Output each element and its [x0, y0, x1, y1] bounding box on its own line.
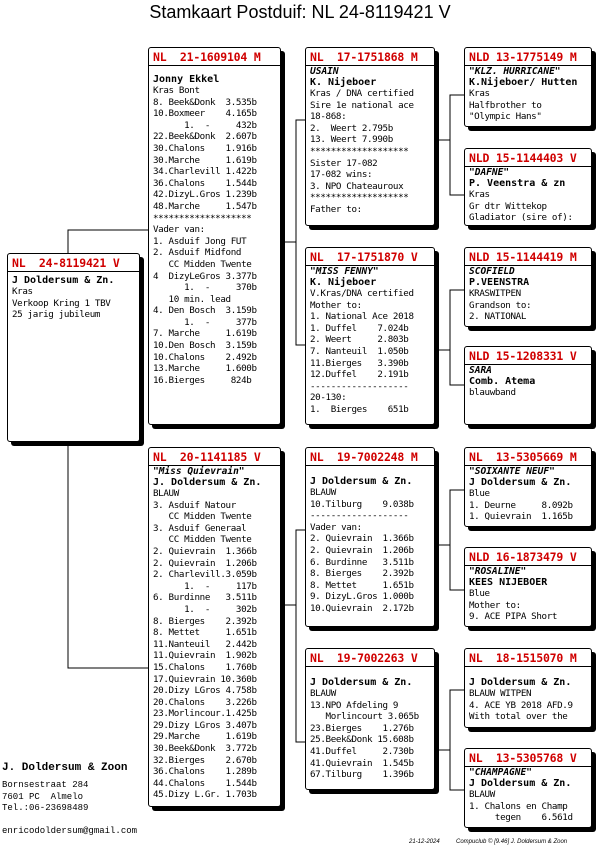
connector-fm-parents — [436, 290, 464, 385]
info-line: Blue — [469, 488, 490, 499]
pigeon-name: "KLZ. HURRICANE" — [469, 66, 561, 77]
ring-number: NL 13-5305669 M — [465, 448, 591, 466]
pigeon-card-mf — [305, 447, 435, 627]
info-line: 22.Beek&Donk 2.607b — [153, 131, 257, 143]
ring-number: NL 21-1609104 M — [149, 48, 280, 66]
ring-number: NL 19-7002263 V — [306, 649, 434, 667]
info-line: 2. Quievrain 1.366b — [310, 533, 414, 545]
info-line: 1. Chalons en Champ — [469, 800, 568, 812]
info-line: 8. Mettet 1.651b — [310, 579, 414, 591]
footer-software: Compuclub © [9.46] J. Doldersum & Zoon — [456, 839, 568, 845]
info-line: 1. Quievrain 1.165b — [469, 511, 573, 523]
info-line: Halfbrother to — [469, 99, 542, 111]
info-line: 10.Quievrain 2.172b — [310, 602, 414, 614]
owner: J Doldersum & Zn. — [469, 477, 572, 488]
info-line: 16.Bierges 824b — [153, 374, 252, 386]
info-line: 13.NPO Afdeling 9 — [310, 699, 399, 711]
pigeon-card-mfm — [464, 547, 592, 627]
pigeon-name: "MISS FENNY" — [310, 266, 379, 277]
info-line: 8. Bierges 2.392b — [310, 568, 414, 580]
owner: J. Doldersum & Zn. — [153, 477, 262, 488]
ring-number: NLD 15-1144419 M — [465, 248, 591, 266]
owner: J Doldersum & Zn. — [469, 677, 572, 688]
owner: Jonny Ekkel — [153, 74, 220, 85]
info-line: 41.Duffel 2.730b — [310, 745, 414, 757]
info-line: 1. - 377b — [153, 316, 257, 328]
info-line: 2. Asduif Midfond — [153, 247, 242, 259]
info-line: blauwband — [469, 387, 516, 398]
ring-number: NLD 16-1873479 V — [465, 548, 591, 566]
info-line: 2. Weert 2.803b — [310, 334, 409, 346]
connector-root-mother — [68, 440, 148, 668]
info-line: 1. Bierges 651b — [310, 403, 409, 415]
info-line: 10.Tilburg 9.038b — [310, 498, 414, 510]
info-line: 67.Tilburg 1.396b — [310, 769, 414, 781]
info-line: Kras / DNA certified — [310, 88, 414, 99]
info-line: 3. NPO Chateauroux — [310, 180, 404, 192]
ring-number: NLD 15-1144403 V — [465, 149, 591, 167]
info-line: With total over the — [469, 711, 568, 723]
info-line: 2. Quievrain 1.206b — [153, 557, 257, 569]
info-line: 4 DizyLeGros 3.377b — [153, 270, 257, 282]
info-line: 23.Bierges 1.276b — [310, 722, 414, 734]
info-line: ------------------- — [310, 510, 409, 522]
info-line: 2. Charlevill.3.059b — [153, 569, 257, 581]
info-line: 15.Chalons 1.760b — [153, 661, 257, 673]
pigeon-name: "CHAMPAGNE" — [469, 767, 532, 778]
owner: KEES NIJEBOER — [469, 577, 548, 588]
ring-number: NL 18-1515070 M — [465, 649, 591, 667]
info-line: Vader van: — [153, 224, 205, 236]
info-line: Kras — [12, 286, 33, 297]
info-line: 1. National Ace 2018 — [310, 311, 414, 323]
info-line: Grandson to: — [469, 299, 532, 311]
pigeon-name: SARA — [469, 365, 492, 376]
pigeon-card-root — [7, 253, 140, 442]
info-line: 25.Beek&Donk 15.608b — [310, 734, 414, 746]
info-line: 1. Deurne 8.092b — [469, 499, 573, 511]
ring-number: NL 13-5305768 V — [465, 749, 591, 767]
info-line: 1. - 302b — [153, 603, 257, 615]
info-line: 2. NATIONAL — [469, 311, 526, 323]
pigeon-card-mff — [464, 447, 592, 527]
ring-number: NL 24-8119421 V — [8, 254, 139, 272]
owner: P. Veenstra & zn — [469, 178, 566, 189]
info-line: 29.Marche 1.619b — [153, 731, 257, 743]
info-line: 10 min. lead — [153, 293, 231, 305]
pigeon-card-mm — [305, 648, 435, 790]
info-line: Kras — [469, 88, 490, 99]
ring-number: NL 17-1751870 V — [306, 248, 434, 266]
breeder-name: J. Doldersum & Zoon — [2, 762, 128, 774]
ring-number: NL 20-1141185 V — [149, 448, 280, 466]
info-line: 4. ACE YB 2018 AFD.9 — [469, 699, 573, 711]
info-line: 6. Burdinne 3.511b — [310, 556, 414, 568]
info-line: 48.Marche 1.547b — [153, 200, 257, 212]
breeder-address-street: Bornsestraat 284 — [2, 780, 89, 790]
info-line: 30.Chalons 1.916b — [153, 142, 257, 154]
info-line: ******************* — [153, 212, 252, 224]
info-line: 6. Burdinne 3.511b — [153, 592, 257, 604]
page-title: Stamkaart Postduif: NL 24-8119421 V — [149, 2, 451, 22]
info-line: 2. Weert 2.795b — [310, 122, 393, 134]
info-line: ******************* — [310, 145, 409, 157]
ring-number: NLD 15-1208331 V — [465, 347, 591, 365]
info-line: CC Midden Twente — [153, 511, 252, 523]
pigeon-name: "DAFNE" — [469, 167, 510, 178]
owner: P.VEENSTRA — [469, 277, 530, 288]
info-line: 10.Boxmeer 4.165b — [153, 108, 257, 120]
info-line: 7. Marche 1.619b — [153, 328, 257, 340]
pigeon-name: USAIN — [310, 66, 339, 77]
info-line: 13.Marche 1.600b — [153, 363, 257, 375]
info-line: 34.Charlevill 1.422b — [153, 166, 257, 178]
info-line: 4. Den Bosch 3.159b — [153, 305, 257, 317]
connector-mf-parents — [436, 490, 464, 590]
info-line: 18-868: — [310, 111, 347, 123]
info-line: Verkoop Kring 1 TBV — [12, 297, 111, 309]
info-line: BLAUW — [310, 688, 336, 699]
owner: Comb. Atema — [469, 376, 536, 387]
info-line: 10.Den Bosch 3.159b — [153, 340, 257, 352]
info-line: 32.Bierges 2.670b — [153, 754, 257, 766]
info-line: 45.Dizy L.Gr. 1.703b — [153, 789, 257, 801]
info-line: 41.Quievrain 1.545b — [310, 757, 414, 769]
info-line: Blue — [469, 588, 490, 599]
info-line: 12.Duffel 2.191b — [310, 369, 409, 381]
breeder-address-city: 7601 PC Almelo — [2, 792, 84, 802]
info-line: 20.Dizy LGros 4.758b — [153, 685, 257, 697]
info-line: Mother to: — [469, 599, 521, 611]
ring-number: NL 19-7002248 M — [306, 448, 434, 466]
pigeon-card-fmm — [464, 346, 592, 425]
info-line: 8. Bierges 2.392b — [153, 615, 257, 627]
info-line: 30.Beek&Donk 3.772b — [153, 743, 257, 755]
owner: J Doldersum & Zn. — [12, 275, 115, 286]
ring-number: NL 17-1751868 M — [306, 48, 434, 66]
pigeon-name: "ROSALINE" — [469, 566, 527, 577]
connector-father-parents — [284, 120, 305, 345]
pigeon-card-ffm — [464, 148, 592, 226]
info-line: BLAUW — [469, 789, 495, 800]
owner: K.Nijeboer/ Hutten — [469, 77, 578, 88]
info-line: 8. Beek&Donk 3.535b — [153, 96, 257, 108]
info-line: 20.Chalons 3.226b — [153, 696, 257, 708]
info-line: "Olympic Hans" — [469, 111, 542, 123]
connector-root-father — [68, 230, 148, 253]
info-line: Mother to: — [310, 299, 362, 311]
info-line: Kras — [469, 189, 490, 200]
info-line: tegen 6.561d — [469, 812, 573, 824]
info-line: 36.Chalons 1.289b — [153, 766, 257, 778]
info-line: 20-130: — [310, 392, 347, 404]
info-line: BLAUW — [153, 488, 179, 499]
info-line: ******************* — [310, 192, 409, 204]
pigeon-card-fff — [464, 47, 592, 127]
info-line: 1. Duffel 7.024b — [310, 322, 409, 334]
breeder-phone: Tel.:06-23698489 — [2, 803, 89, 813]
info-line: Gr dtr Wittekop — [469, 200, 547, 212]
pigeon-card-ff — [305, 47, 435, 226]
info-line: 1. Asduif Jong FUT — [153, 235, 247, 247]
owner: J Doldersum & Zn. — [310, 677, 413, 688]
owner: K. Nijeboer — [310, 277, 377, 288]
info-line: 2. Quievrain 1.206b — [310, 544, 414, 556]
info-line: 17.Quievrain 10.360b — [153, 673, 257, 685]
info-line: 3. Asduif Natour — [153, 499, 236, 511]
info-line: 1. - 370b — [153, 282, 257, 294]
info-line: Sire 1e national ace — [310, 99, 414, 111]
info-line: V.Kras/DNA certified — [310, 288, 414, 299]
pigeon-name: "Miss Quievrain" — [153, 466, 245, 477]
info-line: 42.DizyL.Gros 1.239b — [153, 189, 257, 201]
info-line: BLAUW — [310, 487, 336, 498]
breeder-email: enricodoldersum@gmail.com — [2, 826, 138, 836]
pigeon-card-father — [148, 47, 281, 425]
owner: K. Nijeboer — [310, 77, 377, 88]
ring-number: NLD 13-1775149 M — [465, 48, 591, 66]
info-line: 11.Nanteuil 2.442b — [153, 638, 257, 650]
info-line: 11.Quievrain 1.902b — [153, 650, 257, 662]
pigeon-card-mmf — [464, 648, 592, 728]
pigeon-card-mother — [148, 447, 281, 807]
info-line: 17-082 wins: — [310, 169, 373, 181]
info-line: 9. ACE PIPA Short — [469, 611, 558, 623]
info-line: 13. Weert 7.990b — [310, 134, 393, 146]
pigeon-name: SCOFIELD — [469, 266, 515, 277]
owner: J Doldersum & Zn. — [310, 476, 413, 487]
info-line: Kras Bont — [153, 85, 200, 96]
info-line: 2. Quievrain 1.366b — [153, 545, 257, 557]
info-line: Vader van: — [310, 521, 362, 533]
info-line: 8. Mettet 1.651b — [153, 627, 257, 639]
pigeon-card-fm — [305, 247, 435, 425]
footer-date: 21-12-2024 — [409, 839, 440, 845]
info-line: Morlincourt 3.065b — [310, 711, 419, 723]
connector-ff-parents — [436, 95, 464, 195]
info-line: 9. DizyL.Gros 1.000b — [310, 591, 414, 603]
info-line: Gladiator (sire of): — [469, 212, 573, 224]
info-line: 3. Asduif Generaal — [153, 522, 247, 534]
pigeon-name: "SOIXANTE NEUF" — [469, 466, 555, 477]
info-line: 7. Nanteuil 1.050b — [310, 345, 409, 357]
info-line: 23.Morlincour.1.425b — [153, 708, 257, 720]
connector-mother-parents — [284, 530, 305, 742]
info-line: CC Midden Twente — [153, 534, 252, 546]
info-line: 36.Chalons 1.544b — [153, 177, 257, 189]
info-line: 30.Marche 1.619b — [153, 154, 257, 166]
owner: J Doldersum & Zn. — [469, 778, 572, 789]
info-line: 29.Dizy LGros 3.407b — [153, 719, 257, 731]
info-line: KRASWITPEN — [469, 288, 521, 299]
pigeon-card-mmm — [464, 748, 592, 828]
info-line: 44.Chalons 1.544b — [153, 777, 257, 789]
info-line: Father to: — [310, 203, 362, 215]
info-line: 1. - 117b — [153, 580, 257, 592]
pigeon-card-fmf — [464, 247, 592, 327]
info-line: Sister 17-082 — [310, 157, 378, 169]
info-line: CC Midden Twente — [153, 258, 252, 270]
info-line: 10.Chalons 2.492b — [153, 351, 257, 363]
connector-mm-parents — [436, 690, 464, 790]
info-line: 25 jarig jubileum — [12, 309, 101, 321]
info-line: BLAUW WITPEN — [469, 688, 532, 699]
info-line: ------------------- — [310, 380, 409, 392]
info-line: 11.Bierges 3.390b — [310, 357, 409, 369]
info-line: 1. - 432b — [153, 119, 257, 131]
